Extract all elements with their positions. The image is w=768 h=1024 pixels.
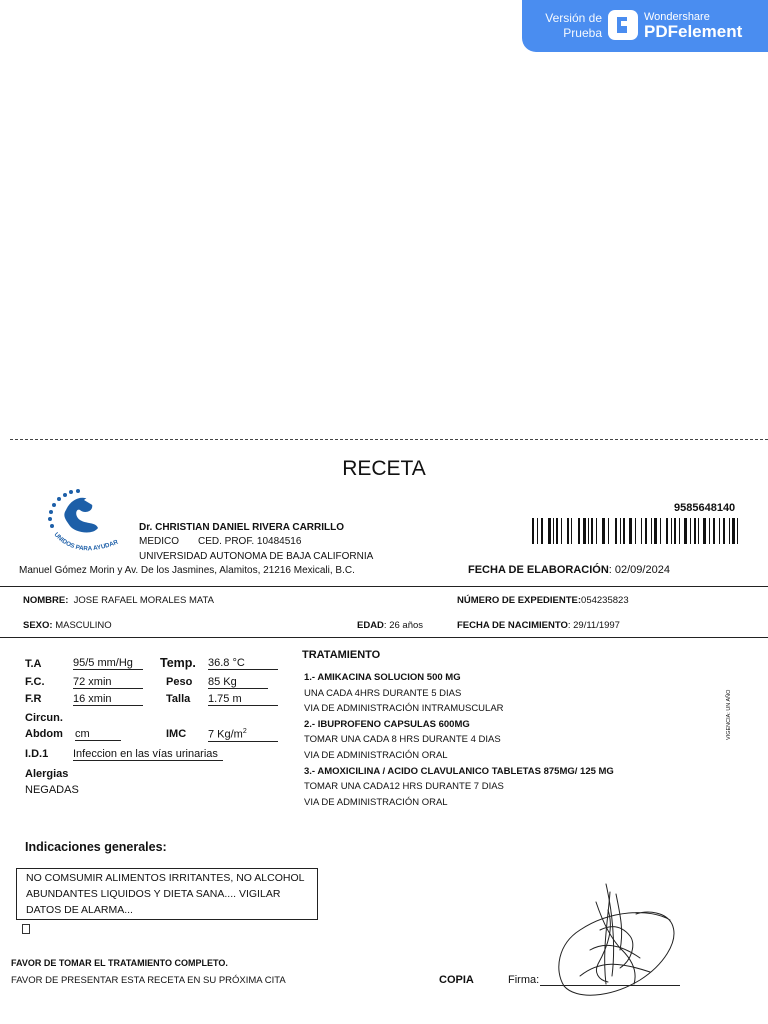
alergias-label: Alergias xyxy=(25,768,69,780)
tratamiento-line: UNA CADA 4HRS DURANTE 5 DIAS xyxy=(304,687,462,699)
tratamiento-line: 3.- AMOXICILINA / ACIDO CLAVULANICO TABLETAS 875MG/ 125 MG xyxy=(304,765,614,777)
edad-label: EDAD xyxy=(357,620,384,631)
patient-name-label: NOMBRE: xyxy=(23,595,69,606)
signature-image xyxy=(550,880,690,1002)
temp-label: Temp. xyxy=(160,656,196,670)
patient-name-value: JOSE RAFAEL MORALES MATA xyxy=(73,595,214,606)
tratamiento-label: TRATAMIENTO xyxy=(302,649,381,661)
patient-expediente xyxy=(457,595,629,606)
doctor-address: Manuel Gómez Morin y Av. De los Jasmines, Alamitos, 21216 Mexicali, B.C. xyxy=(19,565,355,576)
imc-value xyxy=(208,728,278,742)
doctor-cedula: CED. PROF. 10484516 xyxy=(198,536,302,547)
id-value: Infeccion en las vías urinarias xyxy=(73,748,223,761)
pdfelement-watermark xyxy=(522,0,768,52)
doctor-name: Dr. CHRISTIAN DANIEL RIVERA CARRILLO xyxy=(139,522,345,533)
tratamiento-line: TOMAR UNA CADA12 HRS DURANTE 7 DIAS xyxy=(304,781,504,793)
fr-label: F.R xyxy=(25,693,42,705)
watermark-version xyxy=(542,11,602,41)
imc-label: IMC xyxy=(166,728,187,740)
imc-value-sup: 2 xyxy=(242,728,247,735)
watermark-brand-small: Wondershare xyxy=(644,11,710,23)
fr-value: 16 xmin xyxy=(73,693,143,706)
doctor-role: MEDICO xyxy=(139,536,179,547)
divider xyxy=(0,637,768,638)
sexo-value: MASCULINO xyxy=(55,620,112,631)
tratamiento-line: 2.- IBUPROFENO CAPSULAS 600MG xyxy=(304,718,470,730)
watermark-brand-big: PDFelement xyxy=(644,22,743,41)
fc-value: 72 xmin xyxy=(73,676,143,689)
tratamiento-list xyxy=(304,670,614,810)
tratamiento-line: VIA DE ADMINISTRACIÓN INTRAMUSCULAR xyxy=(304,703,504,715)
nacimiento-label: FECHA DE NACIMIENTO xyxy=(457,620,568,631)
barcode-number: 9585648140 xyxy=(674,502,736,514)
fecha-elaboracion xyxy=(468,564,670,576)
checkbox-icon xyxy=(22,924,30,934)
patient-name xyxy=(23,595,214,606)
ta-label: T.A xyxy=(25,658,42,670)
tratamiento-line: TOMAR UNA CADA 8 HRS DURANTE 4 DIAS xyxy=(304,734,501,746)
pdfelement-logo-icon xyxy=(608,10,638,40)
indicaciones-label: Indicaciones generales: xyxy=(25,840,167,854)
circun-label: Circun. xyxy=(25,712,63,724)
favor-line-2: FAVOR DE PRESENTAR ESTA RECETA EN SU PRÓXIMA CITA xyxy=(11,975,286,986)
nacimiento-value: : 29/11/1997 xyxy=(567,620,620,631)
ta-value: 95/5 mm/Hg xyxy=(73,657,143,670)
watermark-line1: Versión de xyxy=(545,11,602,25)
watermark-line2: Prueba xyxy=(563,26,602,40)
expediente-value: 054235823 xyxy=(581,595,629,606)
indicaciones-box: NO COMSUMIR ALIMENTOS IRRITANTES, NO ALCOHOL ABUNDANTES LIQUIDOS Y DIETA SANA.... VIGILAR DATOS DE ALARMA... xyxy=(16,868,318,920)
peso-value: 85 Kg xyxy=(208,676,268,689)
talla-value: 1.75 m xyxy=(208,693,278,706)
firma-label: Firma: xyxy=(508,974,540,986)
favor-line-1: FAVOR DE TOMAR EL TRATAMIENTO COMPLETO. xyxy=(11,958,228,968)
id-label: I.D.1 xyxy=(25,748,49,760)
vigencia-label: VIGENCIA: UN AÑO xyxy=(726,689,732,740)
alergias-value: NEGADAS xyxy=(25,784,79,796)
patient-edad xyxy=(357,620,423,631)
temp-value: 36.8 °C xyxy=(208,657,278,670)
imc-value-text: 7 Kg/m xyxy=(208,728,243,741)
expediente-label: NÚMERO DE EXPEDIENTE: xyxy=(457,595,582,606)
abdom-label: Abdom xyxy=(25,728,63,740)
barcode-icon xyxy=(532,518,738,544)
tratamiento-line: VIA DE ADMINISTRACIÓN ORAL xyxy=(304,749,448,761)
divider xyxy=(0,586,768,587)
edad-value: : 26 años xyxy=(383,620,424,631)
tratamiento-line: VIA DE ADMINISTRACIÓN ORAL xyxy=(304,796,448,808)
page-title: RECETA xyxy=(342,457,426,480)
svg-text:UNIDOS PARA AYUDAR xyxy=(53,531,120,552)
seal-logo-icon xyxy=(40,486,132,566)
seal-text: UNIDOS PARA AYUDAR xyxy=(52,531,120,553)
cut-line xyxy=(10,439,768,440)
fecha-elaboracion-value: : 02/09/2024 xyxy=(608,564,670,576)
peso-label: Peso xyxy=(166,676,193,688)
sexo-label: SEXO: xyxy=(23,620,53,631)
abdom-value: cm xyxy=(75,728,121,741)
tratamiento-line: 1.- AMIKACINA SOLUCION 500 MG xyxy=(304,672,461,683)
doctor-university: UNIVERSIDAD AUTONOMA DE BAJA CALIFORNIA xyxy=(139,551,374,562)
patient-sexo xyxy=(23,620,112,631)
fecha-elaboracion-label: FECHA DE ELABORACIÓN xyxy=(468,564,609,576)
fc-label: F.C. xyxy=(25,676,45,688)
patient-nacimiento xyxy=(457,620,620,631)
talla-label: Talla xyxy=(166,693,191,705)
copia-label: COPIA xyxy=(439,974,474,986)
